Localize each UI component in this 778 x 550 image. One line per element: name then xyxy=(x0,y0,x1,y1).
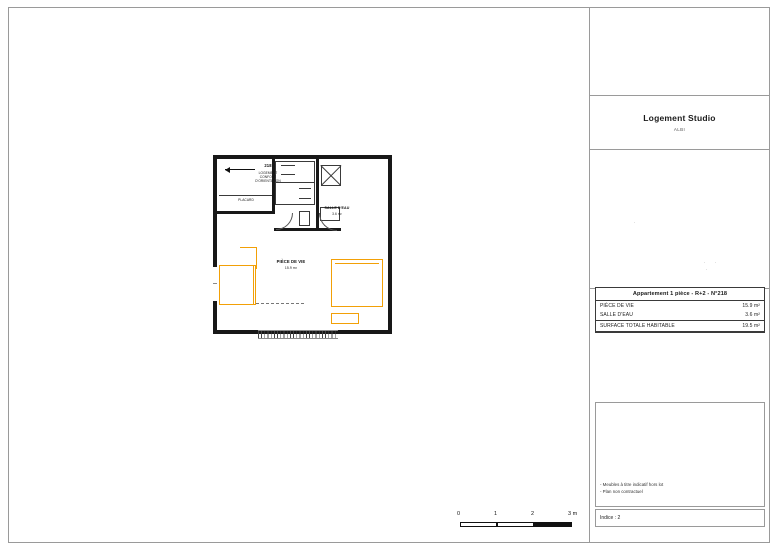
project-title: Logement Studio xyxy=(643,113,716,123)
table-row xyxy=(596,310,764,319)
table-row xyxy=(596,301,764,310)
closet-line xyxy=(219,195,272,196)
furniture-wardrobe-top xyxy=(240,247,257,248)
notes-text xyxy=(600,481,663,495)
kitchen-counter-bottom xyxy=(275,204,315,205)
room-label-living: PIÈCE DE VIE xyxy=(276,259,306,264)
furniture-table-outline xyxy=(256,303,304,304)
shower-tray-right xyxy=(340,165,341,185)
window-hatch-bottom xyxy=(258,331,338,338)
wall-left xyxy=(213,155,217,334)
window-left-opening xyxy=(213,267,217,301)
sink-line-2 xyxy=(299,198,311,199)
ref-mark-4: · xyxy=(706,267,708,272)
floor-plan xyxy=(213,155,403,355)
scale-bar xyxy=(455,508,585,534)
wc-bottom xyxy=(299,225,310,226)
note-line: - Meubles à titre indicatif hors lot xyxy=(600,482,664,487)
project-location: ALBI xyxy=(673,127,686,132)
room-area: 3.6 m² xyxy=(745,311,760,318)
scale-tick-0: 0 xyxy=(457,511,461,517)
sink-line xyxy=(299,188,311,189)
furniture-bed-pillow xyxy=(335,263,379,264)
total-area: 19.5 m² xyxy=(742,322,760,329)
room-area-bath: 3.6 m² xyxy=(332,212,342,216)
surface-table xyxy=(595,287,765,333)
title-block xyxy=(589,95,770,149)
surface-table-header: Appartement 1 pièce - R+2 - N°218 xyxy=(596,288,764,301)
scale-tick-3: 3 m xyxy=(568,511,578,517)
furniture-bed xyxy=(331,259,383,307)
scale-tick-1: 1 xyxy=(494,511,498,517)
wall-right xyxy=(388,155,392,334)
entry-arrow-head xyxy=(225,167,230,173)
window-line-bottom-2 xyxy=(258,338,338,339)
entry-note-line2: CONFORT D'ORIENTATION xyxy=(255,175,281,184)
ref-mark-3: · xyxy=(715,260,717,265)
closet-label: PLACARD xyxy=(238,198,254,202)
indice-block xyxy=(595,509,765,527)
window-line-bottom xyxy=(258,330,338,331)
indice-label: Indice : 2 xyxy=(600,515,621,521)
shower-tray-bottom xyxy=(321,185,341,186)
note-line: - Plan non contractuel xyxy=(600,489,643,494)
entry-note-line1: LOGEMENT xyxy=(258,171,278,175)
reference-image-block xyxy=(589,149,770,289)
furniture-sofa-back xyxy=(253,265,254,305)
cooktop-burner-line xyxy=(281,165,295,166)
window-left-line xyxy=(213,283,217,284)
shower-tray-left xyxy=(321,165,322,185)
scale-tick-2: 2 xyxy=(531,511,535,517)
furniture-nightstand xyxy=(331,313,359,324)
scale-seg-0 xyxy=(460,522,497,527)
wc-right xyxy=(309,211,310,225)
ref-mark-2: · xyxy=(704,260,706,265)
apartment-number: 218 xyxy=(264,163,272,168)
wall-interior-bath-left xyxy=(316,159,319,230)
notes-block xyxy=(595,402,765,507)
furniture-wardrobe-edge xyxy=(256,247,257,269)
ref-mark-1: · xyxy=(634,220,636,225)
total-label: SURFACE TOTALE HABITABLE xyxy=(600,322,675,329)
scale-seg-2 xyxy=(534,522,572,527)
kitchen-counter-right xyxy=(314,161,315,204)
shower-tray-top xyxy=(321,165,341,166)
furniture-sofa xyxy=(219,265,256,305)
kitchen-counter-top xyxy=(275,161,315,162)
wall-top xyxy=(213,155,392,159)
wc-left xyxy=(299,211,300,225)
room-label-bath: SALLE D'EAU xyxy=(324,206,350,210)
wall-interior-closet-bottom xyxy=(217,211,275,214)
room-area-living: 15.9 m² xyxy=(284,266,298,270)
scale-seg-1 xyxy=(497,522,534,527)
room-label: PIÈCE DE VIE xyxy=(600,302,634,309)
table-row-total xyxy=(596,320,764,331)
room-label: SALLE D'EAU xyxy=(600,311,633,318)
room-area: 15.9 m² xyxy=(742,302,760,309)
scale-bar-track xyxy=(460,522,572,527)
